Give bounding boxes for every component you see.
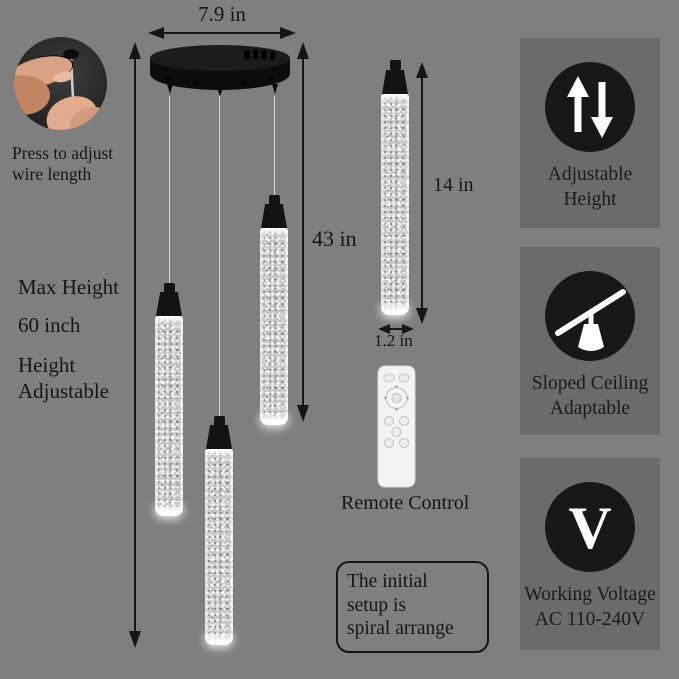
feature-icon-circle <box>545 62 635 152</box>
feature-panel-sloped-ceiling <box>520 247 660 435</box>
feature-label-line2: Adaptable <box>549 398 631 419</box>
height-adjustable-line1: Height <box>18 353 76 377</box>
remote-button <box>384 416 393 425</box>
feature-label-line1: Sloped Ceiling <box>531 373 649 394</box>
feature-label-line2: AC 110-240V <box>534 609 646 630</box>
pendant-wire <box>169 96 170 292</box>
remote-button <box>399 416 408 425</box>
note-line3: spiral arrange <box>347 618 454 639</box>
remote-off-button <box>399 374 409 382</box>
voltage-v-icon <box>545 482 635 572</box>
pendant-wire <box>219 96 220 425</box>
note-line2: setup is <box>347 594 407 616</box>
note-line1: The initial <box>347 571 428 592</box>
pendant-socket <box>156 292 182 316</box>
tube-length-label: 14 in <box>433 174 474 196</box>
up-down-arrows-icon <box>545 62 635 152</box>
press-wire-photo <box>14 37 107 130</box>
ceiling-canopy <box>148 44 292 98</box>
max-height-line1: Max Height <box>18 275 119 299</box>
pendant-socket-nub <box>269 195 280 205</box>
remote-button <box>384 438 393 447</box>
feature-label <box>520 162 660 212</box>
max-height-arrow <box>128 42 142 648</box>
height-adjustable-line2: Adjustable <box>18 379 109 403</box>
crystal-tube-right <box>260 228 288 425</box>
crystal-tube-center <box>205 449 233 645</box>
pendant-socket <box>261 204 287 228</box>
press-caption-line1: Press to adjust <box>12 143 114 163</box>
crystal-tube-closeup <box>381 94 409 315</box>
feature-icon-circle <box>545 482 635 572</box>
feature-icon-circle <box>545 271 635 361</box>
max-height-line2: 60 inch <box>18 313 81 337</box>
remote-control-image <box>377 365 416 488</box>
feature-label-line1: Working Voltage <box>524 584 656 605</box>
canopy-width-arrow <box>148 26 296 40</box>
remote-control-label: Remote Control <box>341 492 470 514</box>
remote-dial-center-button <box>392 393 401 402</box>
voltage-v-glyph: V <box>568 495 612 561</box>
feature-label <box>520 371 660 421</box>
canopy-width-label: 7.9 in <box>198 2 246 26</box>
pendant-wire <box>274 96 275 204</box>
pendant-socket-nub <box>390 60 401 70</box>
feature-label-line1: Adjustable <box>547 164 633 185</box>
feature-label-line2: Height <box>563 189 617 210</box>
fixture-drop-label: 43 in <box>312 226 357 251</box>
remote-on-button <box>384 374 394 382</box>
pendant-socket <box>382 70 408 94</box>
remote-button <box>399 438 408 447</box>
feature-label <box>520 582 660 632</box>
pendant-socket-nub <box>214 416 225 426</box>
press-caption-line2: wire length <box>12 164 92 184</box>
fixture-drop-arrow <box>296 42 310 422</box>
pendant-socket <box>206 425 232 449</box>
feature-panel-adjustable-height <box>520 38 660 228</box>
tube-length-arrow <box>415 62 429 324</box>
remote-button <box>392 427 401 436</box>
pendant-socket-nub <box>164 283 175 293</box>
feature-panel-working-voltage <box>520 458 660 650</box>
sloped-ceiling-pendant-icon <box>545 271 635 361</box>
tube-diameter-label: 1.2 in <box>374 331 413 350</box>
press-caption <box>12 143 113 185</box>
crystal-tube-left <box>155 316 183 516</box>
initial-setup-note <box>336 561 489 653</box>
